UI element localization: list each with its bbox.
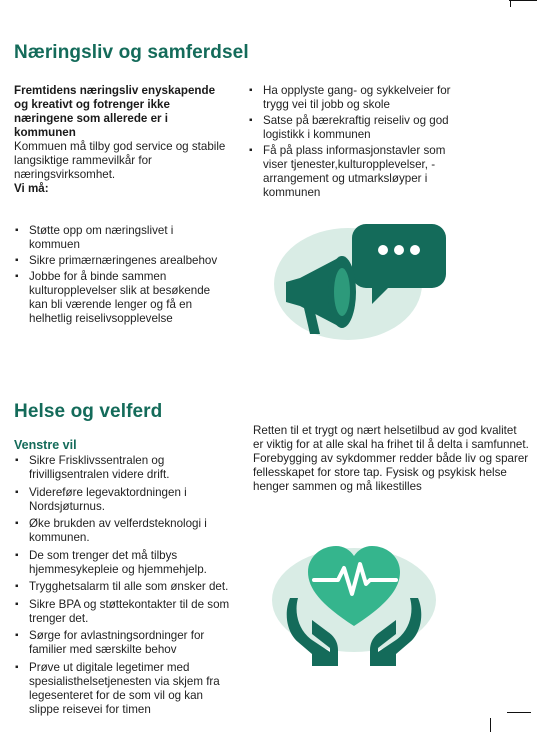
list-item: ▪ Sikre BPA og støttekontakter til de som trenger det. [14, 598, 236, 626]
vi-ma-heading: Vi må: [14, 182, 49, 195]
list-item: ▪ Øke brukden av velferdsteknologi i kommunen. [14, 517, 236, 545]
list-item: ▪ Prøve ut digitale legetimer med spesialisthelsetjenesten via skjem fra legesenteret for de som vil og kan slippe reisevei for timen [14, 661, 236, 717]
left-list [14, 224, 220, 328]
list-item: ▪ Sørge for avlastningsordninger for familier med særskilte behov [14, 629, 236, 657]
list-item: ▪ Få på plass informasjonstavler som viser tjenester,kulturopplevelser, - arrangement og utmarksløyper i kommunen [248, 144, 470, 200]
hands-holding-heart-icon [268, 542, 444, 666]
right-list [248, 84, 470, 202]
list-item: ▪ Ha opplyste gang- og sykkelveier for trygg vei til jobb og skole [248, 84, 470, 112]
crop-mark [509, 0, 537, 1]
section-title: Næringsliv og samferdsel [14, 42, 249, 63]
intro-text: Kommuen må tilby god service og stabile langsiktige rammevilkår for næringsvirksomhet. [14, 140, 226, 181]
crop-mark [490, 718, 491, 732]
list-item: ▪ De som trenger det må tilbys hjemmesykepleie og hjemmehjelp. [14, 549, 236, 577]
list-item: ▪ Sikre Frisklivssentralen og frivilligsentralen videre drift. [14, 454, 236, 482]
list-item: ▪ Støtte opp om næringslivet i kommuen [14, 224, 220, 252]
list-item: ▪ Sikre primærnæringenes arealbehov [14, 254, 220, 268]
crop-mark [510, 0, 511, 7]
crop-mark [507, 712, 531, 713]
list-item: ▪ Trygghetsalarm til alle som ønsker det. [14, 580, 236, 594]
list-item: ▪ Satse på bærekraftig reiseliv og god logistikk i kommunen [248, 114, 470, 142]
health-list [14, 454, 236, 720]
health-paragraph: Retten til et trygt og nært helsetilbud av god kvalitet er viktig for at alle skal ha frihet til å delta i samfunnet. Forebygging av sykdommer redder både liv og sparer fellesskapet for store tap. Fysisk og psykisk helse henger sammen og må likestilles [253, 424, 529, 493]
subtitle: Venstre vil [14, 438, 77, 452]
megaphone-speech-bubble-icon [268, 212, 456, 342]
section-title: Helse og velferd [14, 401, 163, 422]
list-item: ▪ Videreføre legevaktordningen i Nordsjøturnus. [14, 486, 236, 514]
list-item: ▪ Jobbe for å binde sammen kulturopplevelser slik at besøkende kan bli værende lenger og få en helhetlig reiselivsopplevelse [14, 270, 220, 326]
left-column [14, 84, 232, 196]
lead-text: Fremtidens næringsliv enyskapende og kreativt og fotrenger ikke næringene som allerede er i kommunen [14, 84, 216, 139]
